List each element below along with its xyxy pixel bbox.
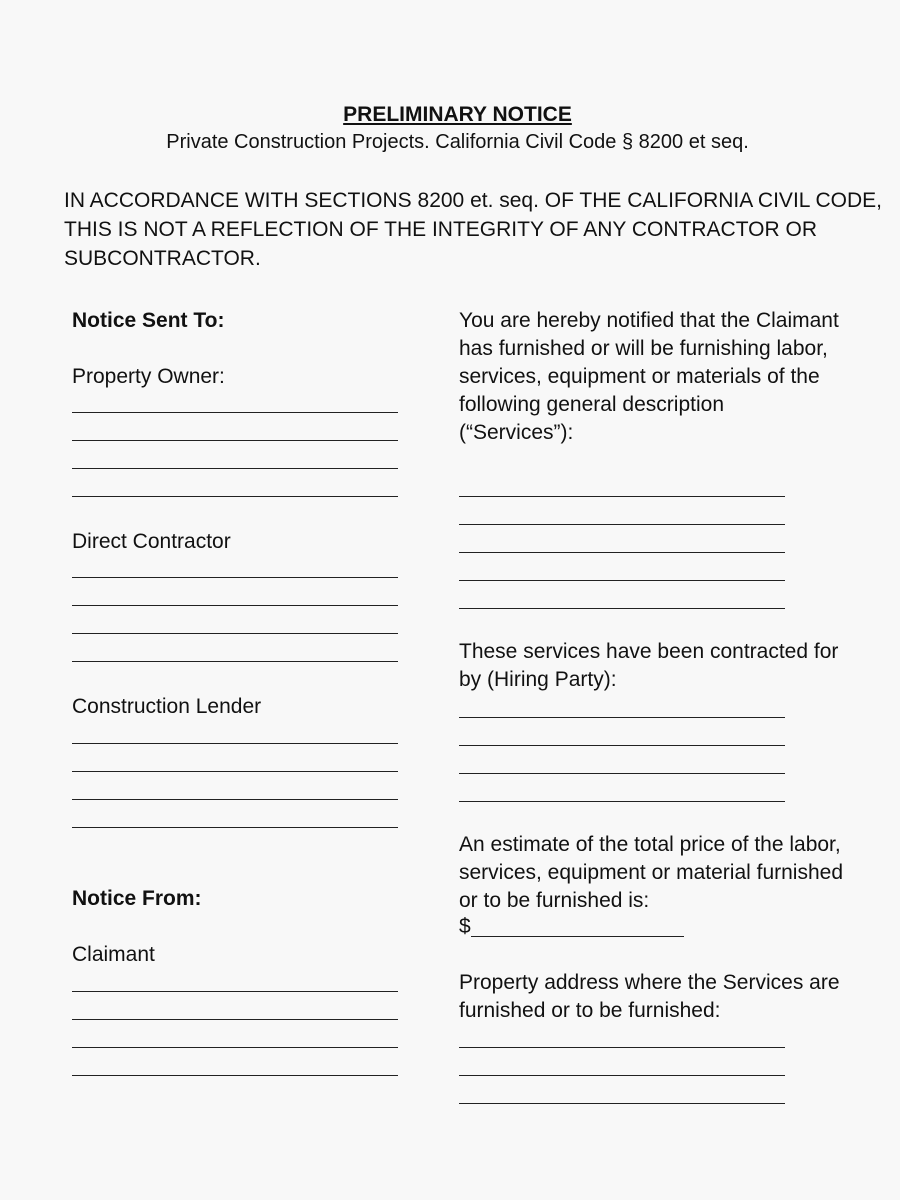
direct-contractor-line-1[interactable] (72, 577, 398, 578)
property-address-line-3[interactable] (459, 1103, 785, 1104)
intro-statement (64, 186, 882, 273)
address-text-line: furnished or to be furnished: (459, 999, 721, 1022)
property-owner-line-3[interactable] (72, 468, 398, 469)
services-text-line: has furnished or will be furnishing labor, (459, 337, 828, 360)
hiring-text-line: by (Hiring Party): (459, 668, 617, 691)
hiring-party-line-2[interactable] (459, 745, 785, 746)
property-address-line-1[interactable] (459, 1047, 785, 1048)
estimate-text-line: or to be furnished is: (459, 889, 650, 912)
property-address-paragraph (459, 969, 840, 1025)
claimant-line-2[interactable] (72, 1019, 398, 1020)
notice-sent-to-heading: Notice Sent To: (72, 309, 225, 332)
services-line-5[interactable] (459, 608, 785, 609)
property-address-line-2[interactable] (459, 1075, 785, 1076)
intro-line: SUBCONTRACTOR. (64, 247, 261, 270)
estimate-amount-line[interactable] (471, 936, 684, 937)
page-subtitle: Private Construction Projects. California Civil Code § 8200 et seq. (166, 131, 749, 153)
intro-line: THIS IS NOT A REFLECTION OF THE INTEGRITY OF ANY CONTRACTOR OR (64, 218, 817, 241)
construction-lender-line-2[interactable] (72, 771, 398, 772)
estimate-paragraph (459, 831, 843, 915)
direct-contractor-line-3[interactable] (72, 633, 398, 634)
construction-lender-line-1[interactable] (72, 743, 398, 744)
property-owner-line-2[interactable] (72, 440, 398, 441)
intro-line: IN ACCORDANCE WITH SECTIONS 8200 et. seq. OF THE CALIFORNIA CIVIL CODE, (64, 189, 883, 212)
estimate-text-line: An estimate of the total price of the labor, (459, 833, 841, 856)
dollar-sign: $ (459, 915, 471, 938)
claimant-label: Claimant (72, 943, 155, 966)
services-text-line: You are hereby notified that the Claimant (459, 309, 839, 332)
direct-contractor-label: Direct Contractor (72, 530, 231, 553)
construction-lender-line-3[interactable] (72, 799, 398, 800)
hiring-text-line: These services have been contracted for (459, 640, 839, 663)
services-line-1[interactable] (459, 496, 785, 497)
services-line-4[interactable] (459, 580, 785, 581)
address-text-line: Property address where the Services are (459, 971, 840, 994)
direct-contractor-line-4[interactable] (72, 661, 398, 662)
claimant-line-4[interactable] (72, 1075, 398, 1076)
property-owner-line-4[interactable] (72, 496, 398, 497)
construction-lender-line-4[interactable] (72, 827, 398, 828)
estimate-text-line: services, equipment or material furnished (459, 861, 844, 884)
services-line-3[interactable] (459, 552, 785, 553)
direct-contractor-line-2[interactable] (72, 605, 398, 606)
services-text-line: following general description (459, 393, 724, 416)
hiring-party-paragraph (459, 638, 838, 694)
hiring-party-line-1[interactable] (459, 717, 785, 718)
services-text-line: (“Services”): (459, 421, 574, 444)
page-title: PRELIMINARY NOTICE (343, 103, 572, 126)
claimant-line-3[interactable] (72, 1047, 398, 1048)
property-owner-line-1[interactable] (72, 412, 398, 413)
notice-from-heading: Notice From: (72, 887, 202, 910)
hiring-party-line-4[interactable] (459, 801, 785, 802)
services-paragraph (459, 307, 839, 447)
construction-lender-label: Construction Lender (72, 695, 262, 718)
hiring-party-line-3[interactable] (459, 773, 785, 774)
services-line-2[interactable] (459, 524, 785, 525)
claimant-line-1[interactable] (72, 991, 398, 992)
property-owner-label: Property Owner: (72, 365, 225, 388)
services-text-line: services, equipment or materials of the (459, 365, 820, 388)
